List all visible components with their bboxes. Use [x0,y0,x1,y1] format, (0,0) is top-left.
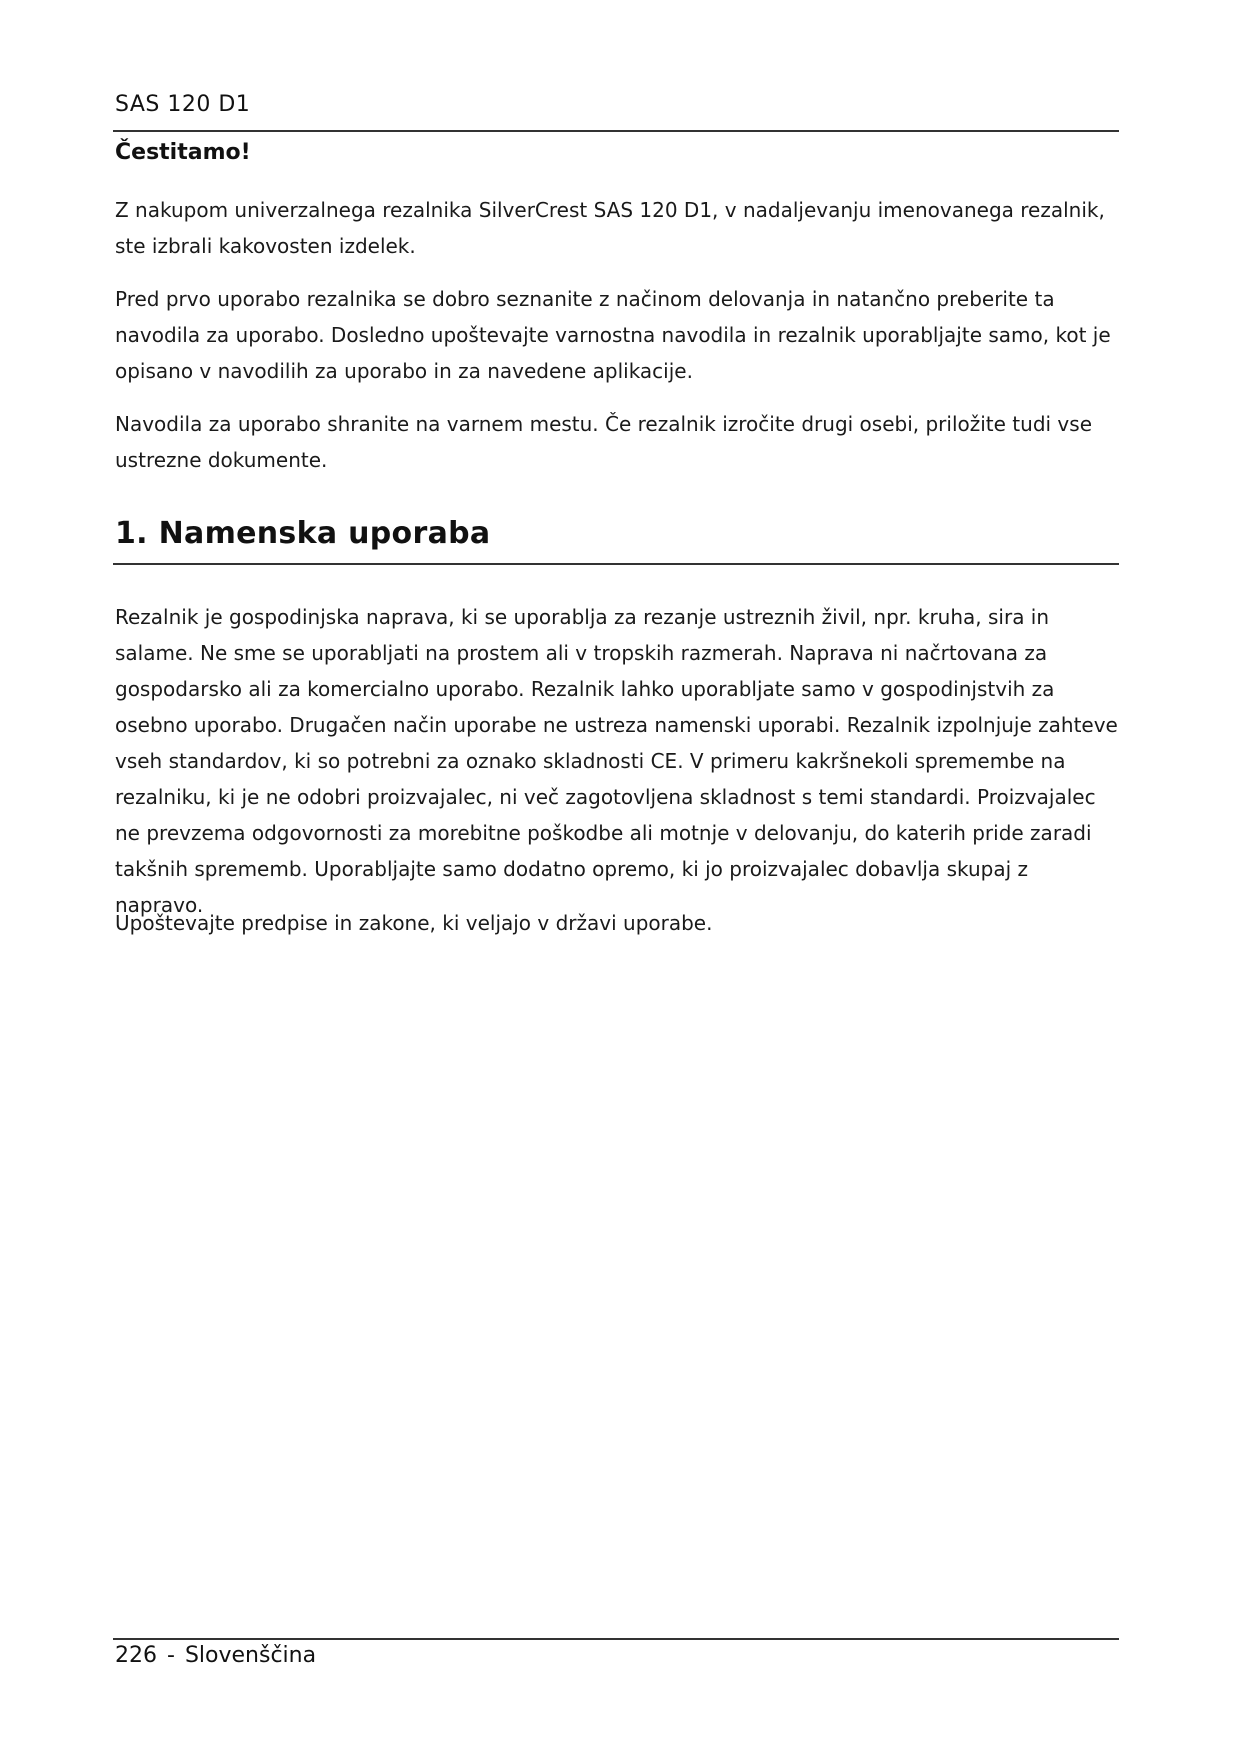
intro-paragraph-3: Navodila za uporabo shranite na varnem mestu. Če rezalnik izročite drugi osebi, priložite tudi vse ustrezne dokumente. [115,412,1092,472]
section-paragraph-1: Rezalnik je gospodinjska naprava, ki se uporablja za rezanje ustreznih živil, npr. kruha, sira in salame. Ne sme se uporabljati na prostem ali v tropskih razmerah. Naprava ni načrtovana za gospodarsko ali za komercialno uporabo. Rezalnik lahko uporabljate samo v gospodinjstvih za osebno uporabo. Drugačen način uporabe ne ustreza namenski uporabi. Rezalnik izpolnjuje zahteve vseh standardov, ki so potrebni za oznako skladnosti CE. V primeru kakršnekoli spremembe na rezalniku, ki je ne odobri proizvajalec, ni več zagotovljena skladnost s temi standardi. Proizvajalec ne prevzema odgovornosti za morebitne poškodbe ali motnje v delovanju, do katerih pride zaradi takšnih sprememb. Uporabljajte samo dodatno opremo, ki jo proizvajalec dobavlja skupaj z napravo. [115,605,1118,917]
footer-divider [113,1638,1119,1640]
greeting-heading: Čestitamo! [115,140,251,165]
footer-language: Slovenščina [184,1643,317,1668]
section-divider [113,563,1119,565]
page-footer [115,1643,316,1668]
footer-separator: - [167,1643,175,1668]
document-model-header: SAS 120 D1 [115,92,251,117]
header-divider [113,130,1119,132]
page-number: 226 [115,1643,157,1668]
intro-paragraph-2: Pred prvo uporabo rezalnika se dobro seznanite z načinom delovanja in natančno preberite ta navodila za uporabo. Dosledno upoštevajte varnostna navodila in rezalnik uporabljajte samo, kot je opisano v navodilih za uporabo in za navedene aplikacije. [115,287,1111,383]
section-paragraph-2: Upoštevajte predpise in zakone, ki veljajo v državi uporabe. [115,911,713,935]
section-heading: 1. Namenska uporaba [115,516,491,551]
intro-paragraph-1: Z nakupom univerzalnega rezalnika SilverCrest SAS 120 D1, v nadaljevanju imenovanega rezalnik, ste izbrali kakovosten izdelek. [115,198,1105,258]
